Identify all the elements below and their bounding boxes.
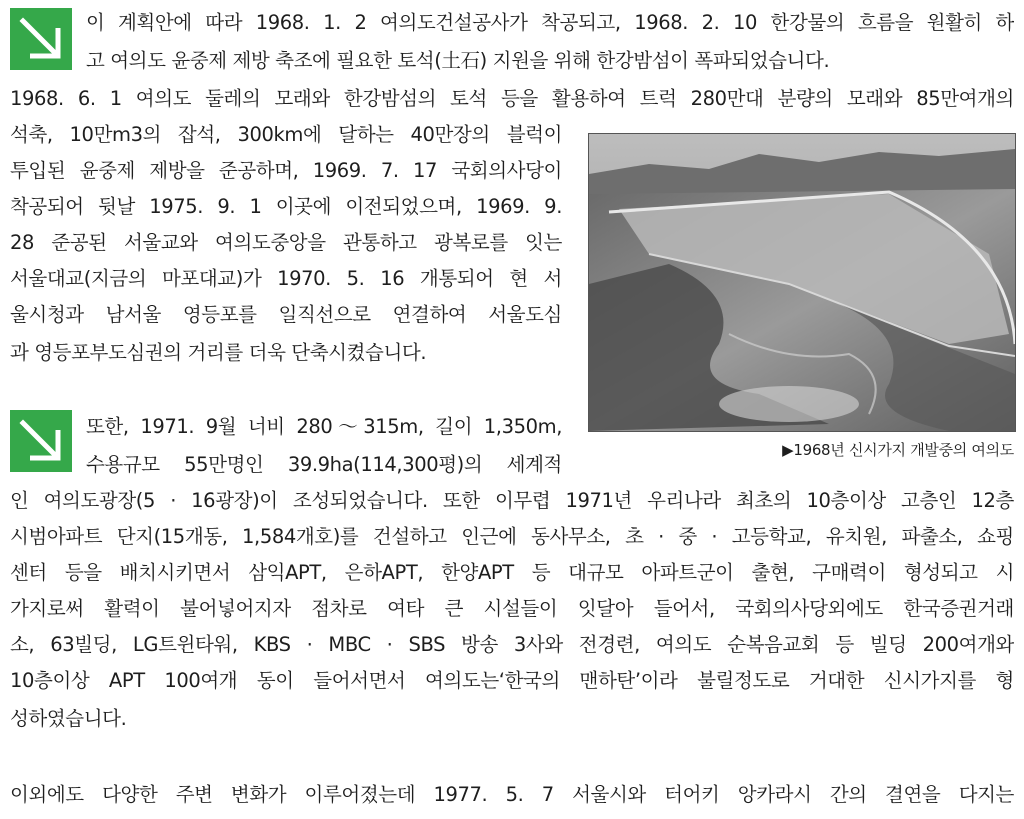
paragraph-3-line: 이외에도 다양한 주변 변화가 이루어졌는데 1977. 5. 7 서울시와 터어키 앙카라시 간의 결연을 다지는 xyxy=(10,783,1014,806)
paragraph-1-line: 1968. 6. 1 여의도 둘레의 모래와 한강밤섬의 토석 등을 활용하여 트럭 280만대 분량의 모래와 85만여개의 xyxy=(10,87,1014,110)
paragraph-2-line: 시범아파트 단지(15개동, 1,584개호)를 건설하고 인근에 동사무소, 초 · 중 · 고등학교, 유치원, 파출소, 쇼핑 xyxy=(10,525,1014,548)
paragraph-2-line: 수용규모 55만명인 39.9ha(114,300평)의 세계적 xyxy=(86,453,562,476)
photo-caption: ▶1968년 신시가지 개발중의 여의도 xyxy=(782,441,1014,459)
paragraph-1-line: 서울대교(지금의 마포대교)가 1970. 5. 16 개통되어 현 서 xyxy=(10,267,562,290)
paragraph-2-line: 성하였습니다. xyxy=(10,707,127,730)
paragraph-2-line: 센터 등을 배치시키면서 삼익APT, 은하APT, 한양APT 등 대규모 아파트군이 출현, 구매력이 형성되고 시 xyxy=(10,561,1014,584)
paragraph-2-line: 인 여의도광장(5 · 16광장)이 조성되었습니다. 또한 이무렵 1971년 우리나라 최초의 10층이상 고층인 12층 xyxy=(10,489,1014,512)
paragraph-1-line: 고 여의도 윤중제 제방 축조에 필요한 토석(土石) 지원을 위해 한강밤섬이 폭파되었습니다. xyxy=(86,49,830,72)
paragraph-2-line: 또한, 1971. 9월 너비 280～315m, 길이 1,350m, xyxy=(86,415,562,438)
paragraph-1-line: 과 영등포부도심권의 거리를 더욱 단축시켰습니다. xyxy=(10,341,427,364)
yeouido-aerial-photo xyxy=(588,133,1016,432)
paragraph-2-line: 가지로써 활력이 불어넣어지자 점차로 여타 큰 시설들이 잇달아 들어서, 국회의사당외에도 한국증권거래 xyxy=(10,597,1014,620)
arrow-down-right-icon xyxy=(10,410,72,472)
paragraph-2-line: 10층이상 APT 100여개 동이 들어서면서 여의도는‘한국의 맨하탄’이라 불릴정도로 거대한 신시가지를 형 xyxy=(10,669,1014,692)
paragraph-1-line: 울시청과 남서울 영등포를 일직선으로 연결하여 서울도심 xyxy=(10,303,562,326)
paragraph-1-line: 28 준공된 서울교와 여의도중앙을 관통하고 광복로를 잇는 xyxy=(10,231,562,254)
paragraph-1-line: 착공되어 뒷날 1975. 9. 1 이곳에 이전되었으며, 1969. 9. xyxy=(10,195,562,218)
paragraph-1-line: 이 계획안에 따라 1968. 1. 2 여의도건설공사가 착공되고, 1968. 2. 10 한강물의 흐름을 원활히 하 xyxy=(86,11,1014,34)
paragraph-1-line: 석축, 10만m3의 잡석, 300km에 달하는 40만장의 블럭이 xyxy=(10,123,562,146)
paragraph-2-line: 소, 63빌딩, LG트윈타워, KBS · MBC · SBS 방송 3사와 전경련, 여의도 순복음교회 등 빌딩 200여개와 xyxy=(10,633,1014,656)
paragraph-1-line: 투입된 윤중제 제방을 준공하며, 1969. 7. 17 국회의사당이 xyxy=(10,159,562,182)
arrow-down-right-icon xyxy=(10,8,72,70)
